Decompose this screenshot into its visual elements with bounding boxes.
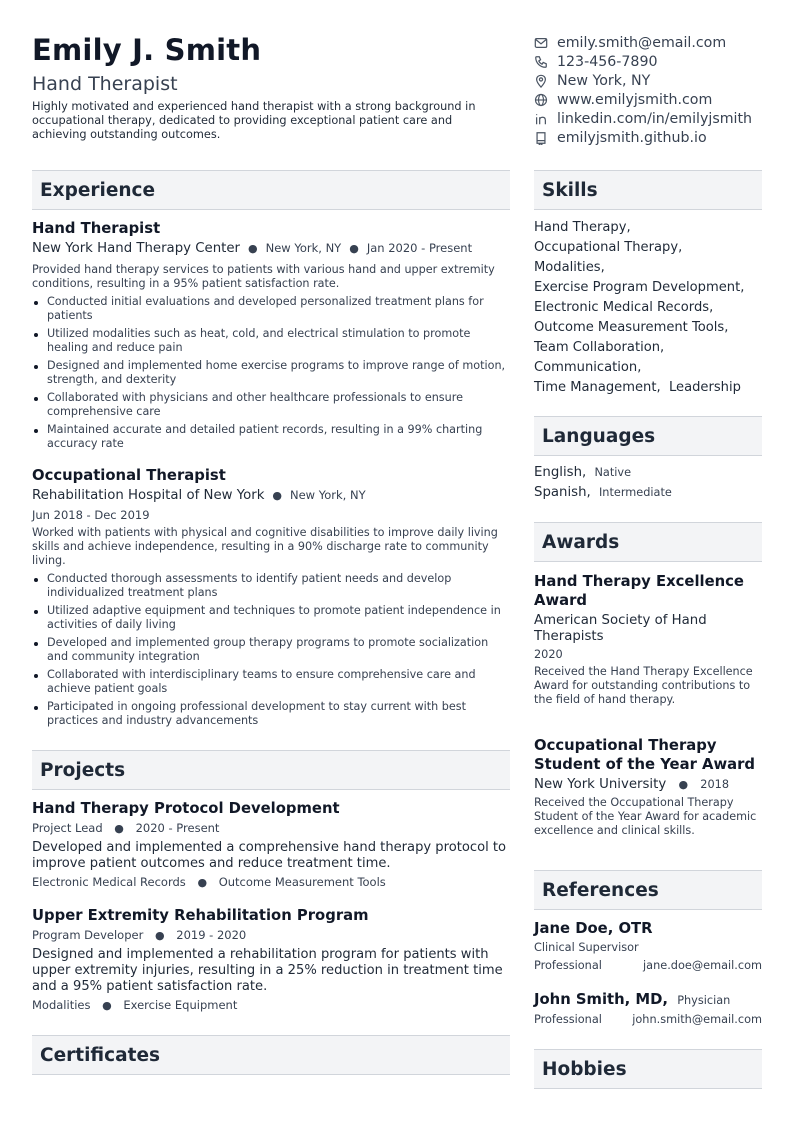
separator-dot: ● bbox=[197, 876, 208, 889]
project-item bbox=[32, 907, 510, 1012]
section-certificates-header: Certificates bbox=[32, 1035, 510, 1075]
job-location: New York, NY bbox=[265, 241, 342, 255]
language-level: Native bbox=[594, 466, 632, 479]
separator-dot: ● bbox=[248, 242, 258, 255]
experience-item bbox=[32, 467, 510, 732]
project-tags bbox=[32, 875, 510, 889]
skill-item: Electronic Medical Records, bbox=[534, 300, 714, 315]
section-hobbies-header: Hobbies bbox=[534, 1049, 762, 1089]
contact-email[interactable] bbox=[534, 33, 784, 52]
section-references-header: References bbox=[534, 870, 762, 910]
linkedin-text[interactable]: linkedin.com/in/emilyjsmith bbox=[557, 110, 753, 127]
job-company: New York Hand Therapy Center bbox=[32, 241, 240, 256]
reference-name: John Smith, MD, bbox=[534, 991, 669, 1008]
project-role: Project Lead bbox=[32, 821, 103, 835]
job-location: New York, NY bbox=[290, 488, 366, 502]
award-description: Received the Hand Therapy Excellence Award for outstanding contributions to the field of hand therapy. bbox=[534, 665, 753, 706]
separator-dot: ● bbox=[154, 929, 165, 942]
project-item bbox=[32, 800, 510, 889]
reference-name-line bbox=[534, 991, 762, 1012]
language-item bbox=[534, 465, 762, 485]
reference-relation: Professional bbox=[534, 1013, 602, 1026]
website-text[interactable]: www.emilyjsmith.com bbox=[557, 91, 713, 108]
award-org: New York University bbox=[534, 777, 667, 792]
contact-website[interactable] bbox=[534, 90, 784, 109]
separator-dot: ● bbox=[349, 242, 359, 255]
section-languages-header: Languages bbox=[534, 416, 762, 456]
skills-list bbox=[534, 218, 762, 398]
phone-text[interactable]: 123-456-7890 bbox=[557, 53, 658, 70]
job-title: Occupational Therapist bbox=[32, 467, 226, 484]
job-bullet: Maintained accurate and detailed patient records, resulting in a 99% charting accuracy rate bbox=[32, 423, 510, 451]
award-item bbox=[534, 736, 762, 838]
contact-list bbox=[534, 33, 784, 147]
project-tag: Outcome Measurement Tools bbox=[218, 875, 386, 889]
skill-item: Hand Therapy, bbox=[534, 220, 631, 235]
section-experience-header: Experience bbox=[32, 170, 510, 210]
job-bullet: Utilized adaptive equipment and techniques to promote patient independence in activities of daily living bbox=[32, 604, 510, 632]
award-title: Occupational Therapy Student of the Year Award bbox=[534, 737, 756, 773]
language-item bbox=[534, 485, 762, 505]
contact-linkedin[interactable] bbox=[534, 109, 784, 128]
separator-dot: ● bbox=[114, 822, 124, 835]
project-dates: 2020 - Present bbox=[135, 821, 220, 835]
phone-icon bbox=[534, 55, 548, 69]
separator-dot: ● bbox=[272, 489, 282, 502]
reference-email[interactable]: jane.doe@email.com bbox=[643, 959, 762, 972]
location-text: New York, NY bbox=[557, 72, 651, 89]
job-bullet: Developed and implemented group therapy programs to promote socialization and community integration bbox=[32, 636, 510, 664]
skill-item: Occupational Therapy, bbox=[534, 240, 683, 255]
skill-item: Exercise Program Development, bbox=[534, 280, 745, 295]
language-name: Spanish, bbox=[534, 485, 591, 500]
section-projects-header: Projects bbox=[32, 750, 510, 790]
github-icon bbox=[534, 131, 548, 145]
section-skills-header: Skills bbox=[534, 170, 762, 210]
project-tag: Modalities bbox=[32, 998, 91, 1012]
award-date: 2020 bbox=[534, 648, 563, 661]
job-dates: Jun 2018 - Dec 2019 bbox=[32, 508, 150, 522]
job-org-line bbox=[32, 488, 510, 508]
reference-position: Physician bbox=[677, 994, 731, 1007]
language-level: Intermediate bbox=[598, 486, 672, 499]
job-title: Hand Therapist bbox=[32, 220, 161, 237]
award-org: American Society of Hand Therapists bbox=[534, 613, 707, 644]
project-tag: Exercise Equipment bbox=[123, 998, 238, 1012]
project-description: Developed and implemented a comprehensive hand therapy protocol to improve patient outcomes and reduce treatment time. bbox=[32, 840, 507, 871]
project-role: Program Developer bbox=[32, 928, 144, 942]
project-tags bbox=[32, 998, 510, 1012]
skill-item: Modalities, bbox=[534, 260, 605, 275]
project-dates: 2019 - 2020 bbox=[176, 928, 247, 942]
job-description: Provided hand therapy services to patients with various hand and upper extremity conditions, resulting in a 95% patient satisfaction rate. bbox=[32, 263, 495, 290]
reference-details bbox=[534, 959, 762, 972]
summary: Highly motivated and experienced hand therapist with a strong background in occupational therapy, dedicated to providing exceptional patient care and achieving outstanding outcomes. bbox=[32, 100, 476, 141]
job-dates: Jan 2020 - Present bbox=[366, 241, 473, 255]
separator-dot: ● bbox=[102, 999, 112, 1012]
skill-item: Leadership bbox=[668, 380, 741, 395]
job-bullet: Conducted initial evaluations and developed personalized treatment plans for patients bbox=[32, 295, 510, 323]
project-description: Designed and implemented a rehabilitation program for patients with upper extremity injuries, resulting in a 25% reduction in treatment time and a 95% patient satisfaction rate. bbox=[32, 947, 503, 994]
job-bullet: Participated in ongoing professional development to stay current with best practices and industry advancements bbox=[32, 700, 510, 728]
section-awards-header: Awards bbox=[534, 522, 762, 562]
job-bullet: Collaborated with interdisciplinary teams to ensure comprehensive care and achieve patient goals bbox=[32, 668, 510, 696]
job-bullet: Designed and implemented home exercise programs to improve range of motion, strength, and dexterity bbox=[32, 359, 510, 387]
reference-details bbox=[534, 1013, 762, 1026]
job-org-line bbox=[32, 241, 510, 261]
skill-item: Outcome Measurement Tools, bbox=[534, 320, 729, 335]
email-text[interactable]: emily.smith@email.com bbox=[557, 34, 727, 51]
project-title: Hand Therapy Protocol Development bbox=[32, 800, 340, 817]
reference-relation: Professional bbox=[534, 959, 602, 972]
language-name: English, bbox=[534, 465, 587, 480]
languages-list bbox=[534, 465, 762, 505]
skill-item: Team Collaboration, bbox=[534, 340, 665, 355]
job-company: Rehabilitation Hospital of New York bbox=[32, 488, 265, 503]
award-date: 2018 bbox=[700, 778, 730, 791]
globe-icon bbox=[534, 93, 548, 107]
job-bullets bbox=[32, 572, 510, 728]
reference-position: Clinical Supervisor bbox=[534, 941, 639, 954]
job-bullets bbox=[32, 295, 510, 451]
award-org-line bbox=[534, 777, 762, 793]
job-bullet: Collaborated with physicians and other healthcare professionals to ensure comprehensive care bbox=[32, 391, 510, 419]
award-item bbox=[534, 572, 762, 707]
linkedin-icon bbox=[534, 112, 548, 126]
location-pin-icon bbox=[534, 74, 548, 88]
reference-name: Jane Doe, OTR bbox=[534, 920, 653, 937]
contact-github[interactable] bbox=[534, 128, 784, 147]
award-description: Received the Occupational Therapy Student of the Year Award for academic excellence and clinical skills. bbox=[534, 796, 757, 837]
project-title: Upper Extremity Rehabilitation Program bbox=[32, 907, 369, 924]
reference-email[interactable]: john.smith@email.com bbox=[632, 1013, 762, 1026]
skill-row bbox=[534, 378, 762, 398]
project-tag: Electronic Medical Records bbox=[32, 875, 186, 889]
skill-item: Communication, bbox=[534, 360, 642, 375]
reference-item bbox=[534, 991, 762, 1026]
award-title: Hand Therapy Excellence Award bbox=[534, 573, 744, 609]
job-bullet: Utilized modalities such as heat, cold, and electrical stimulation to promote healing and reduce pain bbox=[32, 327, 510, 355]
github-text[interactable]: emilyjsmith.github.io bbox=[557, 129, 707, 146]
reference-item bbox=[534, 920, 762, 972]
project-meta bbox=[32, 821, 510, 840]
candidate-name: Emily J. Smith bbox=[32, 33, 262, 67]
contact-location bbox=[534, 71, 784, 90]
job-description: Worked with patients with physical and cognitive disabilities to improve daily living skills and achieve independence, resulting in a 90% discharge rate to community living. bbox=[32, 526, 498, 567]
mail-icon bbox=[534, 36, 548, 50]
job-bullet: Conducted thorough assessments to identify patient needs and develop individualized treatment plans bbox=[32, 572, 510, 600]
skill-item: Time Management, bbox=[534, 380, 661, 395]
contact-phone[interactable] bbox=[534, 52, 784, 71]
project-meta bbox=[32, 928, 510, 947]
candidate-title: Hand Therapist bbox=[32, 73, 178, 95]
experience-item bbox=[32, 220, 510, 455]
separator-dot: ● bbox=[678, 778, 689, 791]
